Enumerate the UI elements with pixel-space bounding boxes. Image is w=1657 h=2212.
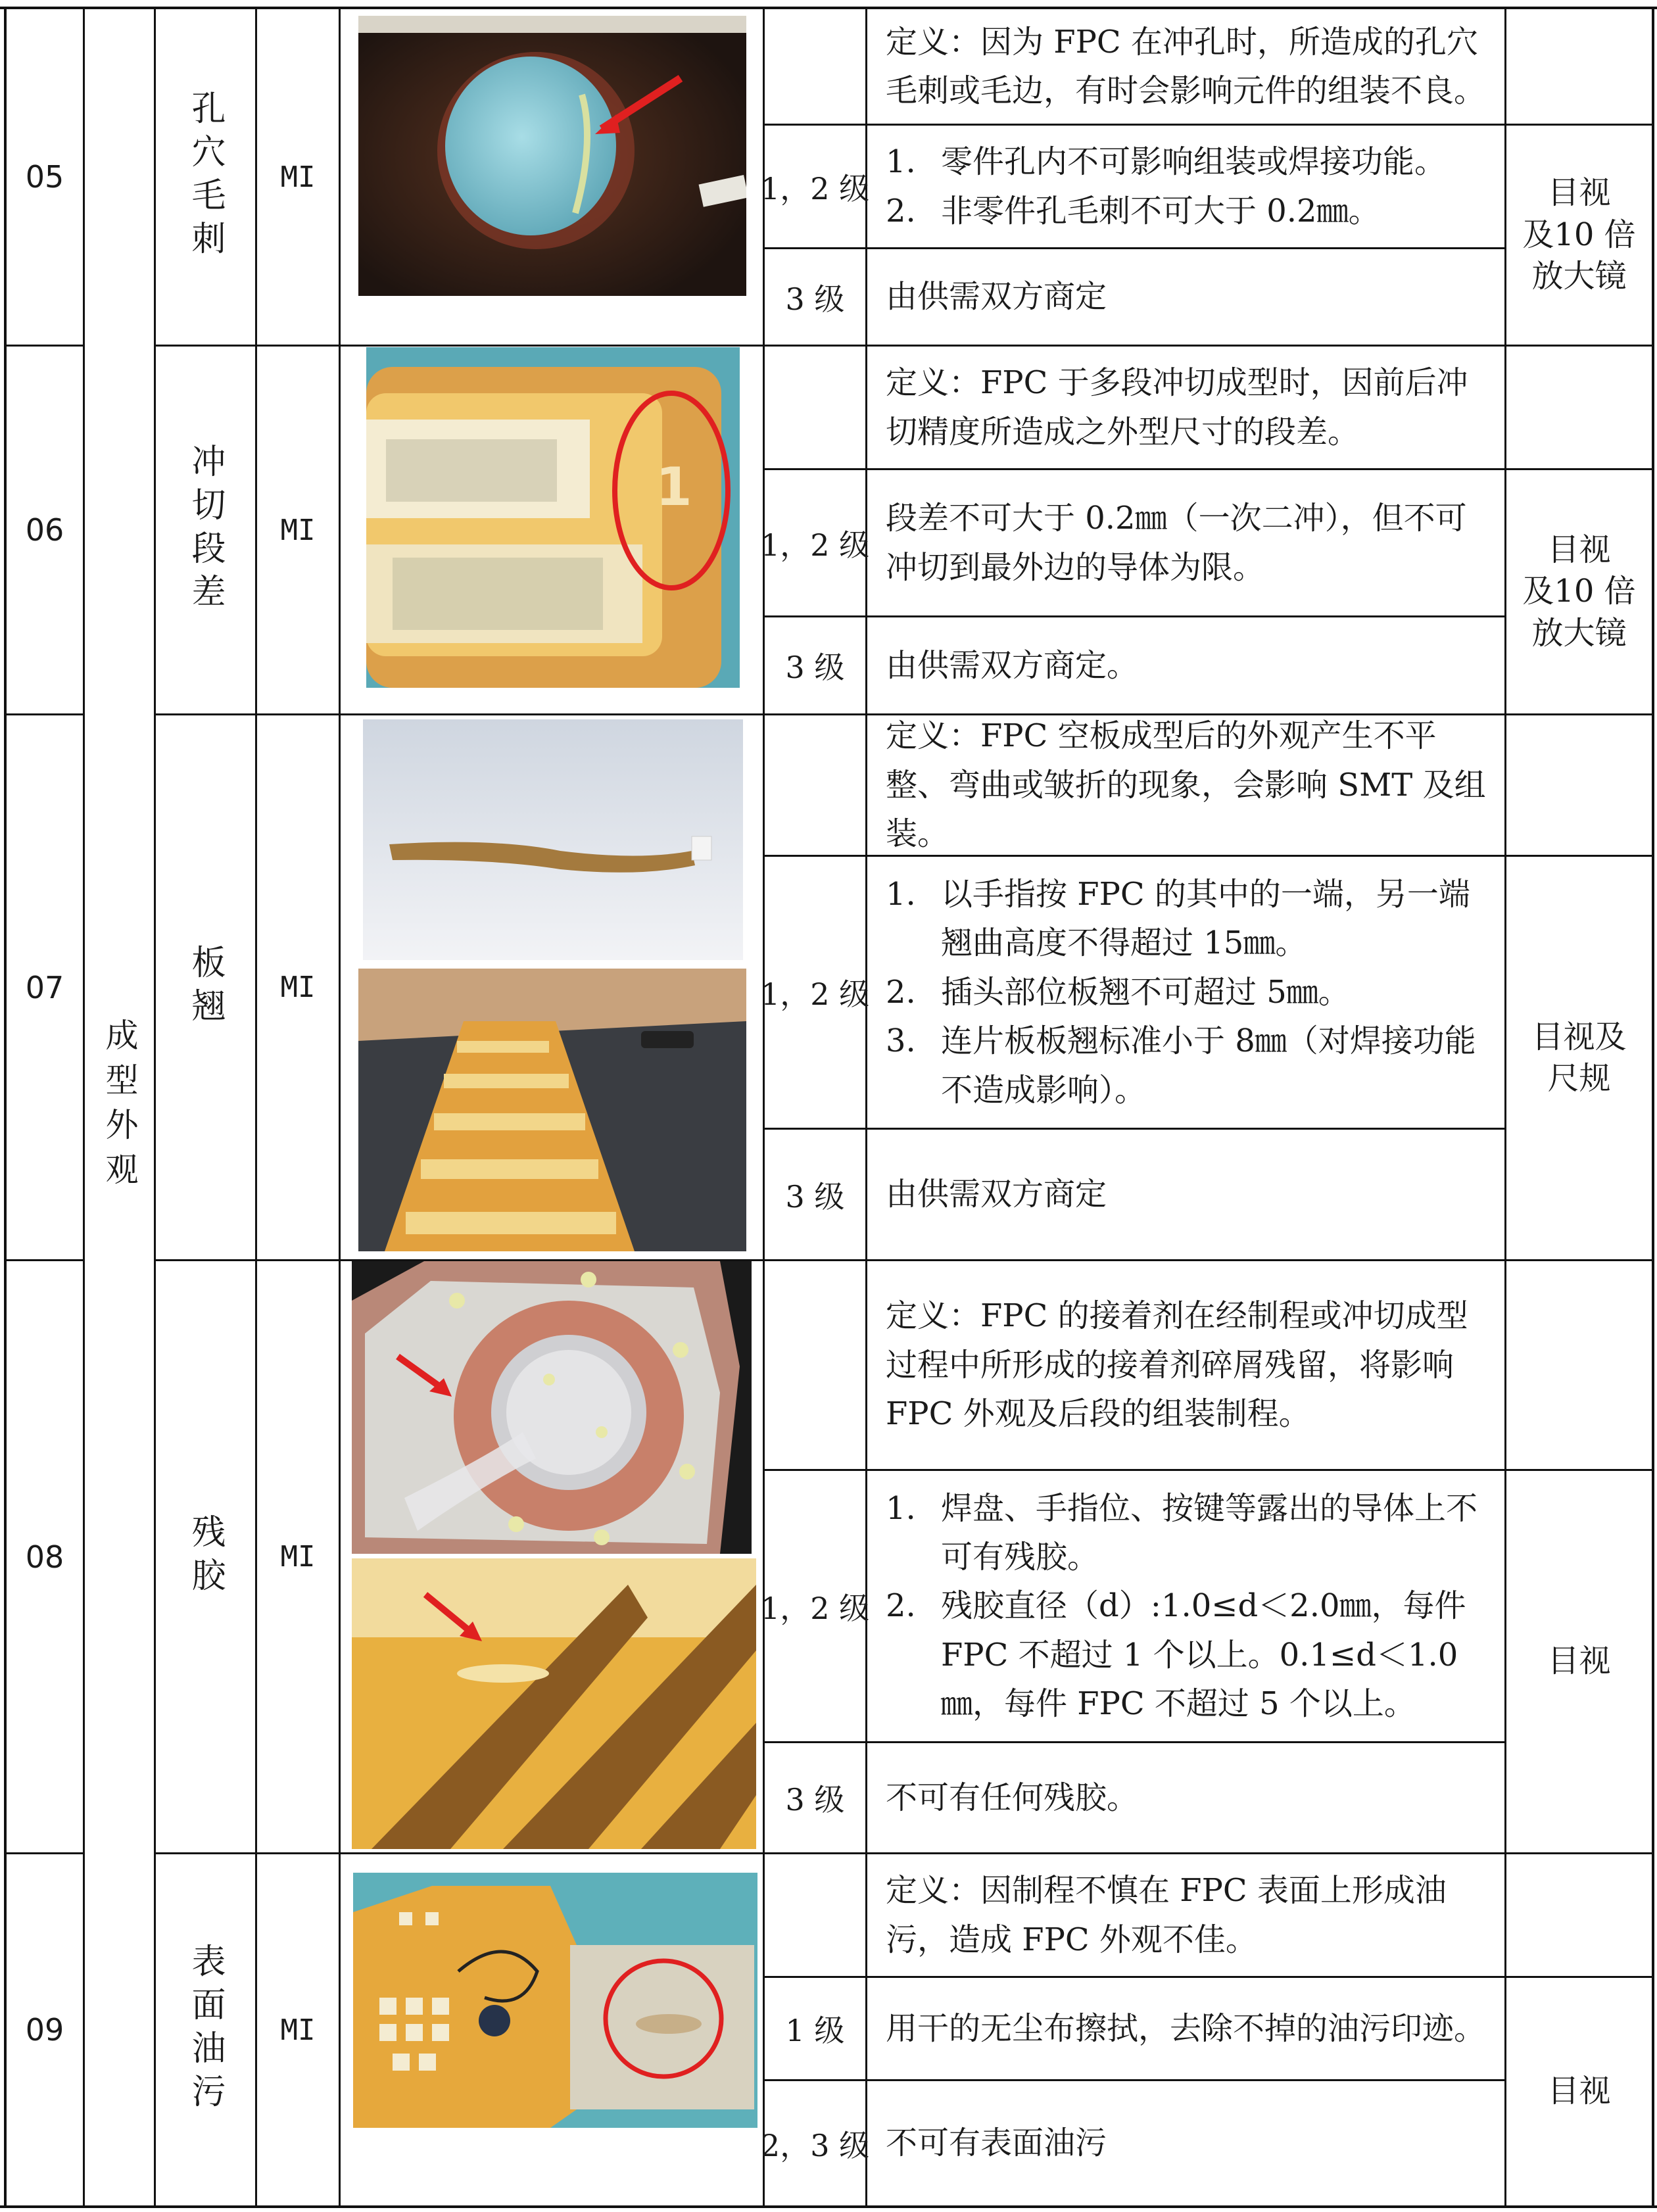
punched-hole-photo	[358, 16, 746, 296]
defect-code: MI	[280, 2013, 316, 2047]
definition-text: 定义：FPC 空板成型后的外观产生不平整、弯曲或皱折的现象，会影响 SMT 及组装。	[886, 717, 1486, 853]
list-item: 1. 焊盘、手指位、按键等露出的导体上不可有残胶。	[886, 1489, 1478, 1575]
level-label: 1，2 级	[760, 527, 870, 563]
row-number: 07	[25, 969, 64, 1005]
list-item: 1. 以手指按 FPC 的其中的一端，另一端翘曲高度不得超过 15㎜。	[886, 876, 1470, 962]
defect-code: MI	[280, 160, 316, 194]
svg-text:1: 1	[656, 456, 692, 517]
oil-stain-photo	[353, 1873, 757, 2128]
criteria-text: 由供需双方商定	[886, 278, 1107, 316]
level-label: 3 级	[785, 281, 845, 317]
inspection-method: 目视	[1547, 1643, 1611, 1680]
level-label: 3 级	[785, 1782, 845, 1817]
level-label: 3 级	[785, 1178, 845, 1214]
criteria-text: 不可有表面油污	[886, 2125, 1107, 2162]
level-label: 1，2 级	[760, 170, 870, 206]
defect-code: MI	[280, 971, 316, 1004]
criteria-list	[867, 1471, 1504, 1741]
level-label: 3 级	[785, 650, 845, 685]
defect-name: 残胶	[185, 1513, 225, 1600]
defect-name: 表面油污	[185, 1943, 225, 2117]
criteria-text: 不可有任何残胶。	[886, 1779, 1139, 1816]
defect-name: 板翘	[185, 944, 225, 1031]
level-label: 1 级	[785, 2013, 845, 2048]
level-label: 1，2 级	[760, 976, 870, 1012]
adhesive-pad-photo	[352, 1261, 752, 1554]
defect-name: 冲切段差	[185, 443, 225, 617]
list-item: 2. 残胶直径（d）:1.0≤d＜2.0㎜，每件 FPC 不超过 1 个以上。0.1≤d＜1.0㎜，每件 FPC 不超过 5 个以上。	[886, 1587, 1466, 1723]
inspection-method: 目视 及10 倍 放大镜	[1522, 174, 1636, 295]
criteria-text: 用干的无尘布擦拭，去除不掉的油污印迹。	[886, 2009, 1486, 2047]
criteria-list	[867, 126, 1504, 247]
list-item: 1. 零件孔内不可影响组装或焊接功能。	[886, 143, 1447, 181]
category-cell	[85, 9, 154, 2205]
defect-name: 孔穴毛刺	[185, 90, 225, 264]
inspection-method: 目视	[1547, 2073, 1611, 2110]
level-label: 1，2 级	[760, 1590, 870, 1626]
criteria-text: 由供需双方商定。	[886, 646, 1139, 684]
inspection-method: 目视及 尺规	[1531, 1018, 1627, 1097]
criteria-list	[867, 857, 1504, 1128]
criteria-text: 段差不可大于 0.2㎜（一次二冲），但不可冲切到最外边的导体为限。	[886, 500, 1467, 586]
row-number: 09	[25, 2012, 64, 2048]
category-label: 成型外观	[100, 1018, 139, 1197]
warped-board-photo	[363, 719, 743, 960]
inspection-method: 目视 及10 倍 放大镜	[1522, 531, 1636, 652]
row-number: 08	[25, 1539, 64, 1575]
defect-code: MI	[280, 513, 316, 547]
criteria-text: 由供需双方商定	[886, 1176, 1107, 1213]
level-label: 2，3 级	[760, 2127, 870, 2163]
definition-text: 定义：因为 FPC 在冲孔时，所造成的孔穴毛刺或毛边，有时会影响元件的组装不良。	[886, 23, 1486, 109]
warped-panel-photo	[358, 969, 746, 1251]
definition-text: 定义：FPC 的接着剂在经制程或冲切成型过程中所形成的接着剂碎屑残留，将影响 FPC 外观及后段的组装制程。	[886, 1297, 1468, 1433]
row-number: 06	[25, 512, 64, 548]
row-number: 05	[25, 159, 64, 195]
defect-code: MI	[280, 1540, 316, 1574]
list-item: 2. 插头部位板翘不可超过 5㎜。	[886, 973, 1350, 1011]
adhesive-trace-photo	[352, 1558, 756, 1849]
list-item: 2. 非零件孔毛刺不可大于 0.2㎜。	[886, 192, 1380, 229]
punch-step-photo	[366, 347, 740, 688]
list-item: 3. 连片板板翘标准小于 8㎜（对焊接功能不造成影响）。	[886, 1022, 1476, 1109]
definition-text: 定义：因制程不慎在 FPC 表面上形成油污，造成 FPC 外观不佳。	[886, 1872, 1447, 1958]
definition-text: 定义：FPC 于多段冲切成型时，因前后冲切精度所造成之外型尺寸的段差。	[886, 364, 1468, 450]
